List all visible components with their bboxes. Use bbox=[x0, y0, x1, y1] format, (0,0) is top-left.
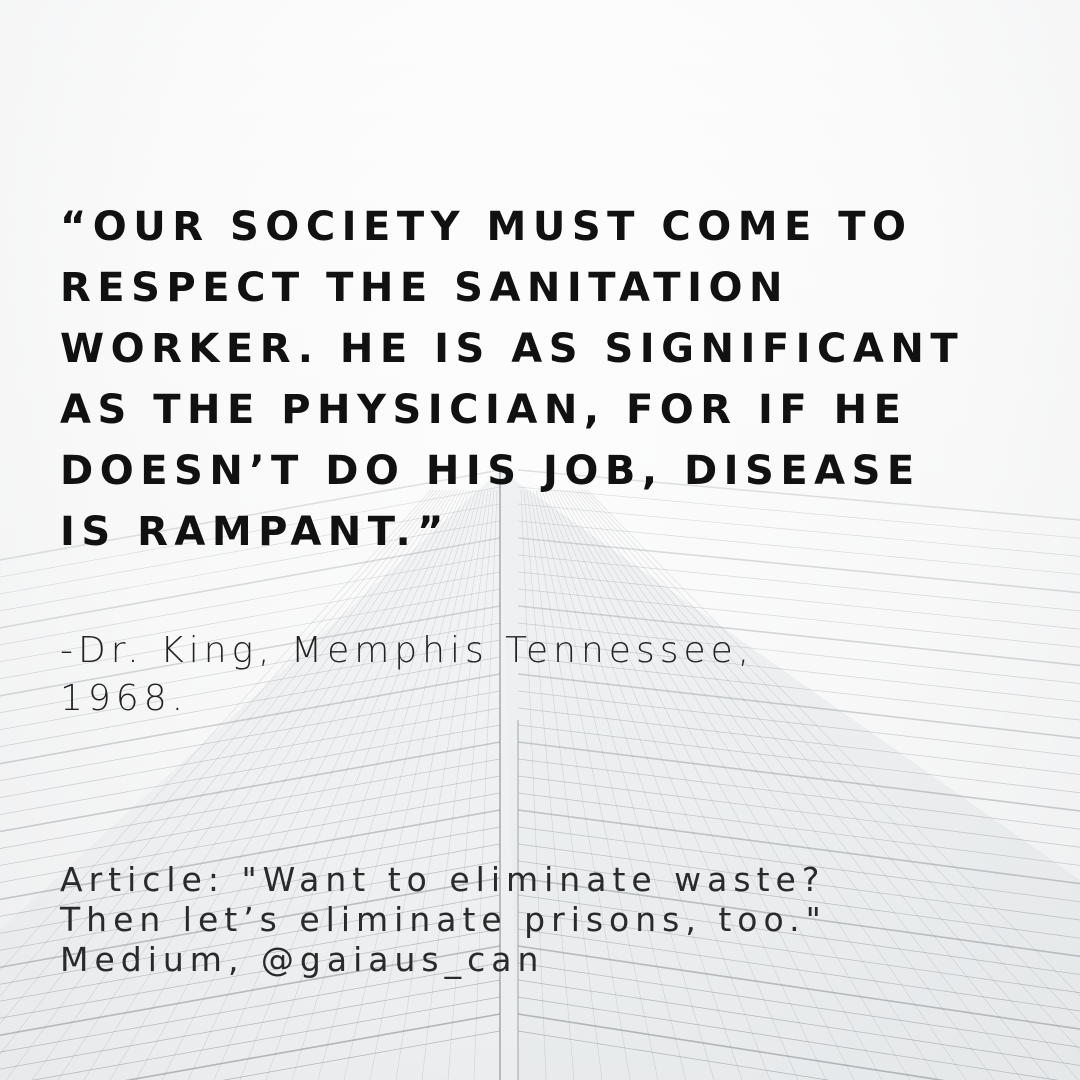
quote-line: WORKER. HE IS AS SIGNIFICANT bbox=[60, 326, 965, 372]
quote-line: DOESN’T DO HIS JOB, DISEASE bbox=[60, 448, 921, 494]
quote-text bbox=[60, 197, 1040, 563]
quote-line: RESPECT THE SANITATION bbox=[60, 265, 789, 311]
quote-attribution bbox=[60, 627, 960, 723]
attribution-line: -Dr. King, Memphis Tennessee, bbox=[60, 630, 755, 671]
quote-line: AS THE PHYSICIAN, FOR IF HE bbox=[60, 387, 908, 433]
attribution-line: 1968. bbox=[60, 678, 189, 719]
article-credit bbox=[60, 860, 1020, 980]
article-line: Article: "Want to eliminate waste? bbox=[60, 860, 826, 899]
quote-line: IS RAMPANT.” bbox=[60, 509, 450, 555]
article-line: Medium, @gaiaus_can bbox=[60, 940, 545, 979]
quote-line: “OUR SOCIETY MUST COME TO bbox=[60, 204, 913, 250]
article-line: Then let’s eliminate prisons, too." bbox=[60, 900, 827, 939]
